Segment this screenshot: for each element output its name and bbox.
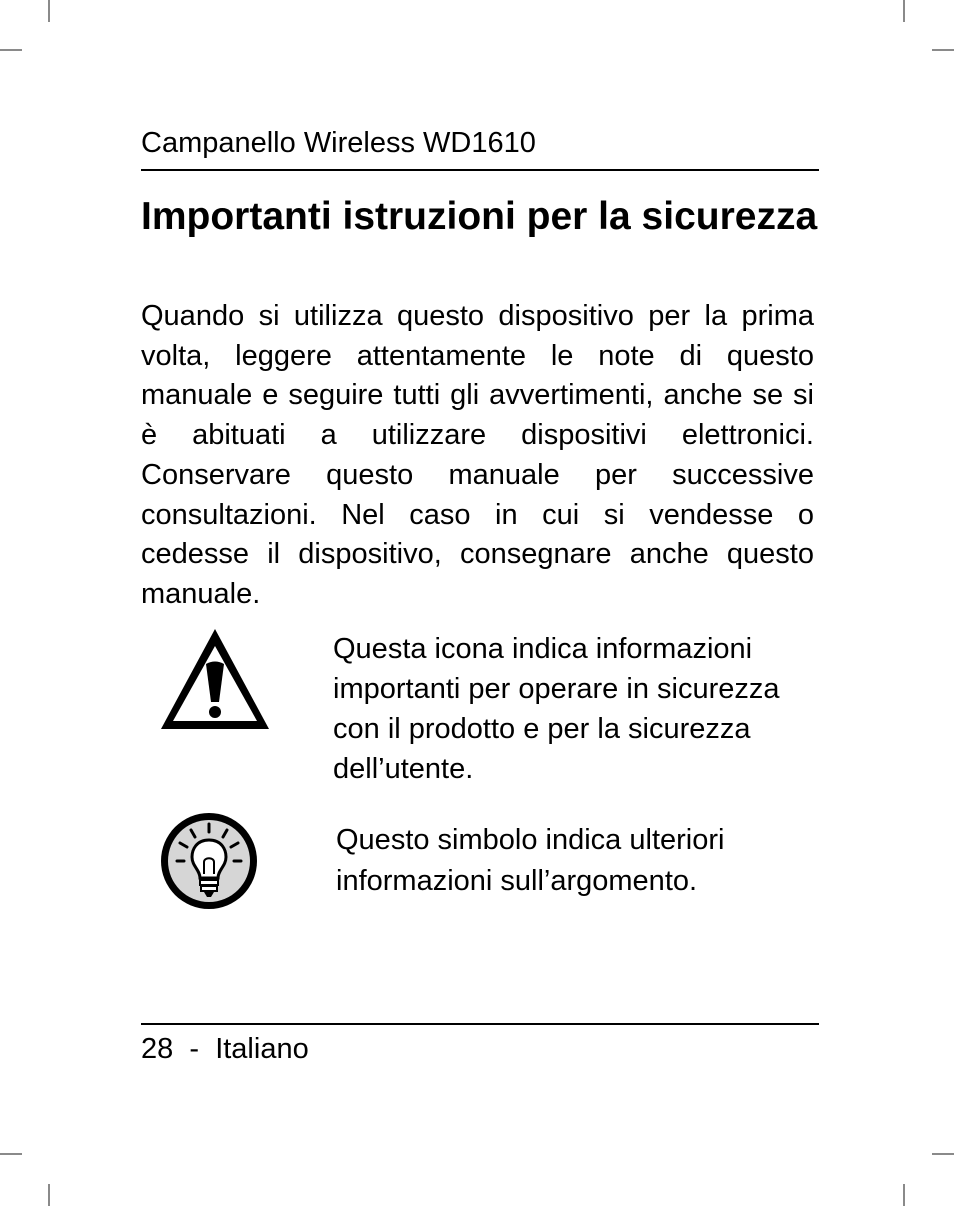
warning-note-text: Questa icona indica informazioni importanti per operare in sicurezza con il prodotto e per la sicurezza dell’utente.	[333, 633, 780, 785]
intro-paragraph: Quando si utilizza questo dispositivo per la prima volta, leggere attentamente le note di questo manuale e seguire tutti gli avvertimenti, anche se si è abituati a utilizzare dispositivi elettronici. Conservare questo manuale per successive consultazioni. Nel caso in cui si vendesse o cedesse il dispositivo, consegnare anche questo manuale.	[141, 300, 814, 610]
crop-mark-bottom-left	[48, 1184, 50, 1206]
crop-mark-top-left	[48, 0, 50, 22]
crop-mark-bottom-right	[903, 1184, 905, 1206]
crop-mark-top-right	[903, 0, 905, 22]
footer-separator: -	[189, 1033, 200, 1065]
crop-mark-bottom-left-h	[0, 1153, 22, 1155]
tip-note-text: Questo simbolo indica ulteriori informazioni sull’argomento.	[336, 824, 725, 897]
footer-language: Italiano	[215, 1033, 309, 1065]
warning-triangle-icon	[158, 626, 272, 732]
running-header: Campanello Wireless WD1610	[141, 125, 819, 171]
crop-mark-top-left-h	[0, 49, 22, 51]
crop-mark-bottom-right-h	[932, 1153, 954, 1155]
crop-mark-top-right-h	[932, 49, 954, 51]
lightbulb-icon	[158, 810, 260, 912]
page-footer	[141, 1023, 819, 1067]
page-number: 28	[141, 1033, 174, 1065]
section-title: Importanti istruzioni per la sicurezza	[141, 195, 818, 238]
